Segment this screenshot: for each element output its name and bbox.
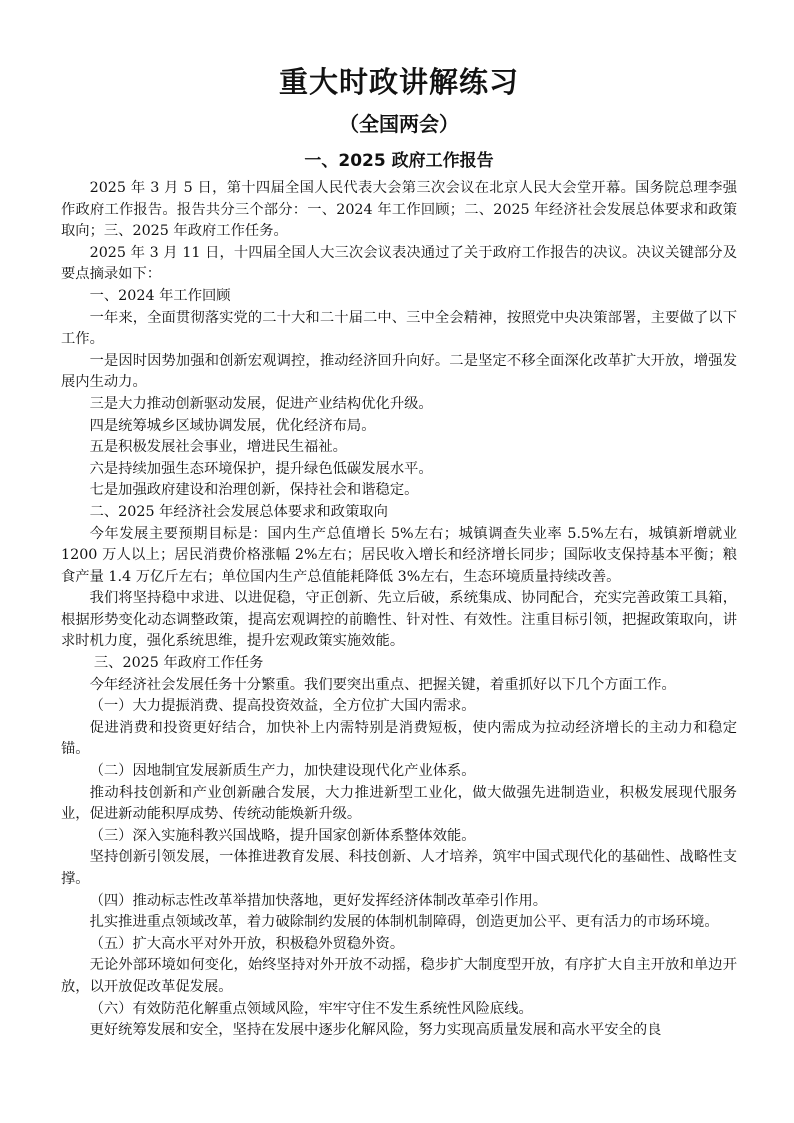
document-title: 重大时政讲解练习 bbox=[278, 65, 519, 99]
paragraph: 扎实推进重点领域改革，着力破除制约发展的体制机制障碍，创造更加公平、更有活力的市场环境。 bbox=[89, 914, 719, 931]
paragraph: 2025 年 3 月 11 日，十四届全国人大三次会议表决通过了关于政府工作报告的决议。决议关键部分及要点摘录如下： bbox=[61, 244, 737, 283]
paragraph: 促进消费和投资更好结合，加快补上内需特别是消费短板，使内需成为拉动经济增长的主动力和稳定锚。 bbox=[61, 719, 737, 758]
paragraph: 我们将坚持稳中求进、以进促稳，守正创新、先立后破，系统集成、协同配合，充实完善政策工具箱，根据形势变化动态调整政策，提高宏观调控的前瞻性、针对性、有效性。注重目标引领，把握政策取向，讲求时机力度，强化系统思维，提升宏观政策实施效能。 bbox=[61, 590, 737, 650]
paragraph: 今年经济社会发展任务十分繁重。我们要突出重点、把握关键，着重抓好以下几个方面工作。 bbox=[89, 676, 676, 693]
paragraph: 四是统筹城乡区域协调发展，优化经济布局。 bbox=[89, 417, 376, 434]
paragraph: 一年来，全面贯彻落实党的二十大和二十届二中、三中全会精神，按照党中央决策部署，主要做了以下工作。 bbox=[61, 309, 737, 348]
task-heading: （六）有效防范化解重点领域风险，牢牢守住不发生系统性风险底线。 bbox=[89, 1000, 533, 1017]
task-heading: （一）大力提振消费、提高投资效益，全方位扩大国内需求。 bbox=[89, 698, 476, 715]
paragraph: 2025 年 3 月 5 日，第十四届全国人民代表大会第三次会议在北京人民大会堂开幕。国务院总理李强作政府工作报告。报告共分三个部分：一、2024 年工作回顾；二、2025 年经济社会发展总体要求和政策取向；三、2025 年政府工作任务。 bbox=[61, 180, 737, 240]
sub-heading: 二、2025 年经济社会发展总体要求和政策取向 bbox=[89, 503, 388, 520]
task-heading: （五）扩大高水平对外开放，积极稳外贸稳外资。 bbox=[89, 935, 405, 952]
task-heading: （四）推动标志性改革举措加快落地，更好发挥经济体制改革牵引作用。 bbox=[89, 892, 548, 909]
paragraph: 六是持续加强生态环境保护，提升绿色低碳发展水平。 bbox=[89, 460, 433, 477]
section-heading: 一、2025 政府工作报告 bbox=[304, 151, 494, 171]
paragraph: 七是加强政府建设和治理创新，保持社会和谐稳定。 bbox=[89, 482, 419, 499]
document-subtitle: （全国两会） bbox=[339, 112, 459, 136]
paragraph: 坚持创新引领发展，一体推进教育发展、科技创新、人才培养，筑牢中国式现代化的基础性、战略性支撑。 bbox=[61, 849, 737, 887]
paragraph: 更好统筹发展和安全，坚持在发展中逐步化解风险，努力实现高质量发展和高水平安全的良 bbox=[89, 1022, 662, 1039]
paragraph: 无论外部环境如何变化，始终坚持对外开放不动摇，稳步扩大制度型开放，有序扩大自主开放和单边开放，以开放促改革促发展。 bbox=[61, 957, 737, 995]
sub-heading: 三、2025 年政府工作任务 bbox=[93, 655, 264, 672]
task-heading: （二）因地制宜发展新质生产力，加快建设现代化产业体系。 bbox=[89, 763, 476, 780]
paragraph: 一是因时因势加强和创新宏观调控，推动经济回升向好。二是坚定不移全面深化改革扩大开放，增强发展内生动力。 bbox=[61, 352, 737, 391]
paragraph: 推动科技创新和产业创新融合发展，大力推进新型工业化，做大做强先进制造业，积极发展现代服务业，促进新动能积厚成势、传统动能焕新升级。 bbox=[61, 784, 737, 823]
paragraph: 三是大力推动创新驱动发展，促进产业结构优化升级。 bbox=[89, 395, 433, 412]
task-heading: （三）深入实施科教兴国战略，提升国家创新体系整体效能。 bbox=[89, 827, 476, 844]
document-body bbox=[61, 178, 737, 1042]
sub-heading: 一、2024 年工作回顾 bbox=[89, 287, 231, 304]
paragraph: 今年发展主要预期目标是：国内生产总值增长 5%左右；城镇调查失业率 5.5%左右，城镇新增就业 1200 万人以上；居民消费价格涨幅 2%左右；居民收入增长和经济增长同步；国际收支保持基本平衡；粮食产量 1.4 万亿斤左右；单位国内生产总值能耗降低 3%左右，生态环境质量持续改善。 bbox=[61, 525, 737, 585]
paragraph: 五是积极发展社会事业，增进民生福祉。 bbox=[89, 439, 347, 456]
